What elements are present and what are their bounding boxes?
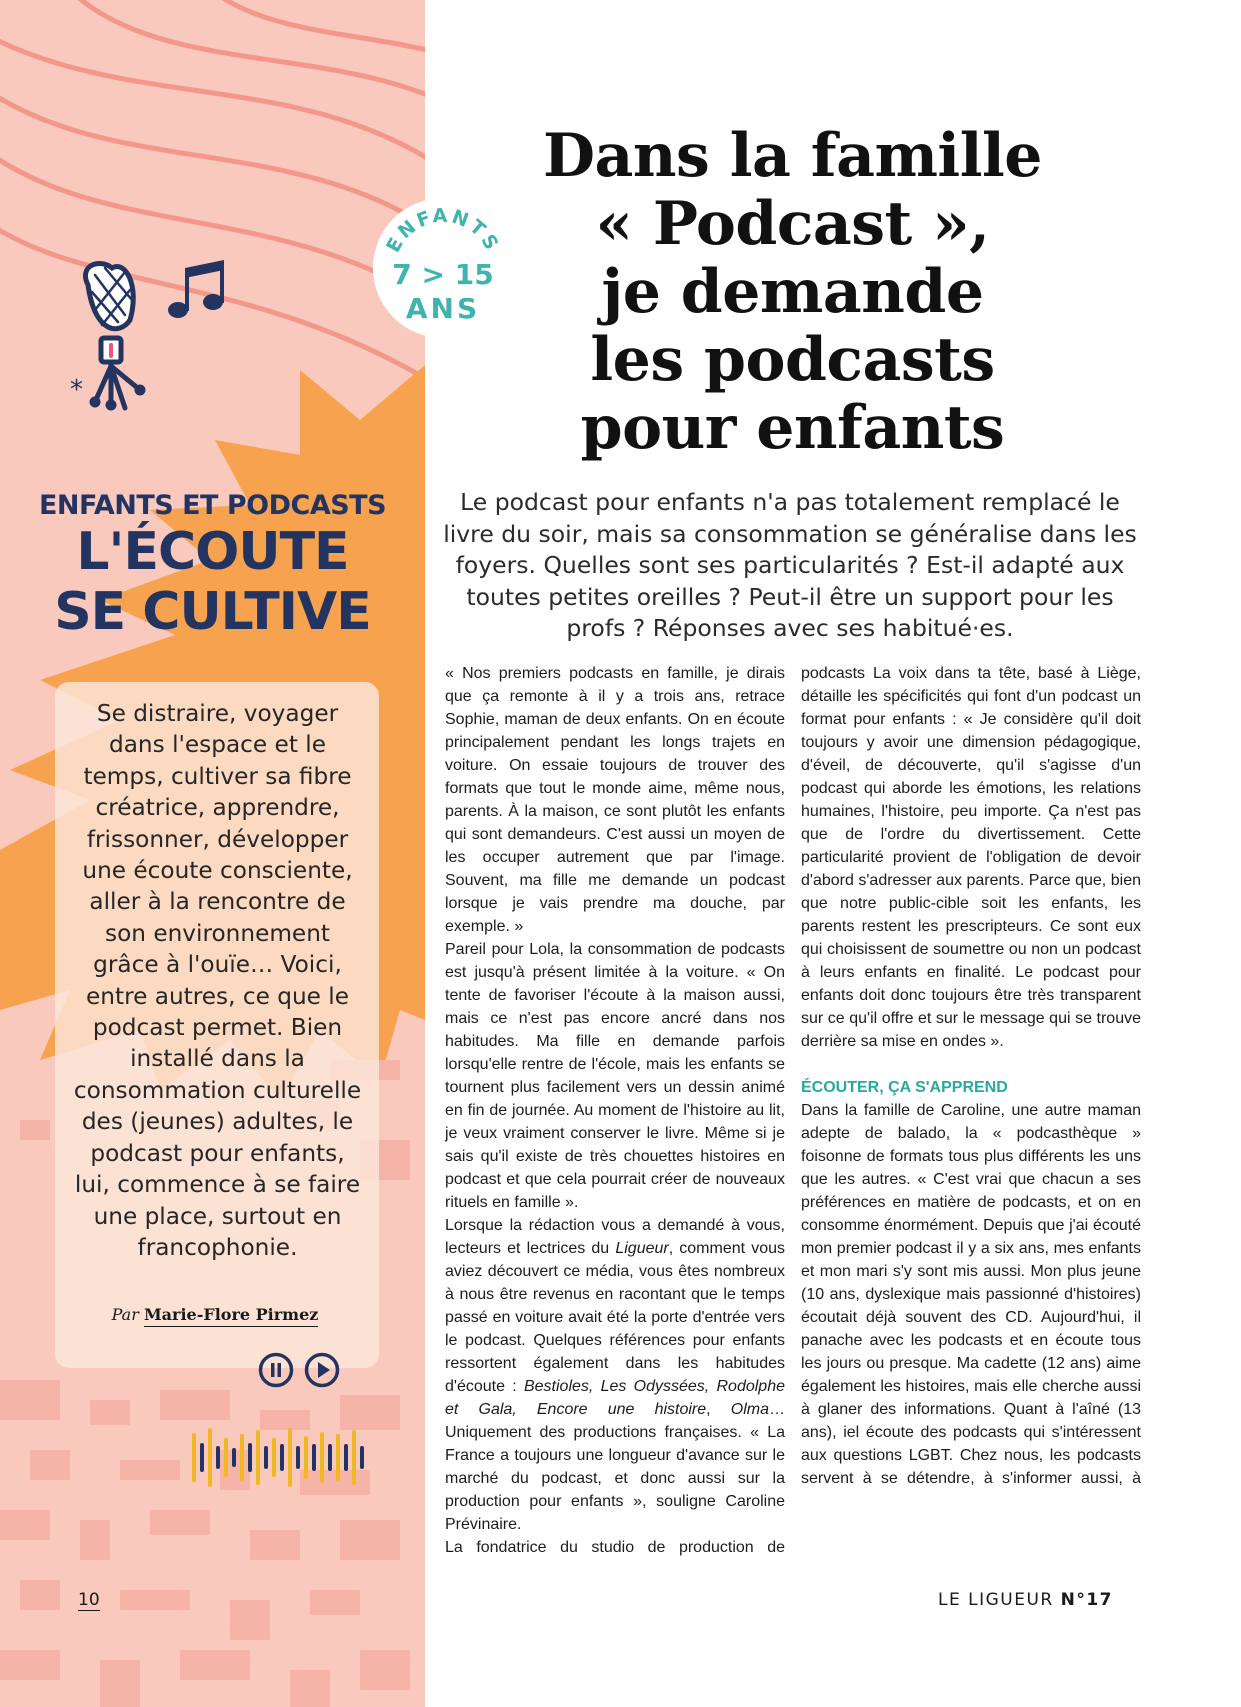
article-headline: [500, 122, 1085, 462]
issue-number: N°17: [1060, 1590, 1113, 1610]
headline-line3: je demande: [601, 257, 984, 327]
headline-line1: Dans la famille: [543, 121, 1042, 191]
sidebar-title-line1: L'ÉCOUTE: [76, 522, 349, 582]
sidebar-title-line2: SE CULTIVE: [54, 582, 371, 642]
paragraph: La fondatrice du studio de production de: [445, 1539, 785, 1556]
paragraph: Lorsque la rédaction vous a demandé à vous, lecteurs et lectrices du Ligueur, comment vous aviez découvert ce média, vous êtes nombreux à nous être revenus en racontant que le temps passé en voiture avait été la porte d'entrée vers le podcast. Quelques références pour enfants ressortent également dans les habitudes d'écoute : Bestioles, Les Odyssées, Rodolphe et Gala, Encore une histoire, Olma… Uniquement des productions françaises. « La France a toujours une longueur d'avance sur le marché du podcast, et donc aussi sur la production pour enfants », souligne Caroline Prévinaire.: [445, 1217, 786, 1533]
svg-text:ENFANTS: [382, 205, 503, 256]
article-lead: Le podcast pour enfants n'a pas totalement remplacé le livre du soir, mais sa consommation se généralise dans les foyers. Quelles sont ses particularités ? Est-il adapté aux toutes petites oreilles ? Peut-il être un support pour les profs ? Réponses avec ses habitué·es.: [443, 488, 1137, 642]
podcast-title: Olma: [730, 1401, 770, 1418]
paragraph: Pareil pour Lola, la consommation de podcasts est jusqu'à présent limitée à la voiture. « On tente de favoriser l'écoute à la maison aussi, mais ce n'est pas encore ancré dans nos habitudes. Ma fille en demande parfois lorsqu'elle rentre de l'école, mais les enfants se tournent plus facilement vers un dessin animé en fin de journée. Au moment de l'histoire au lit, je veux vraiment conserver le livre. Même si je sais qu'il existe de très chouettes histoires en podcast et que cela pourrait créer de nouveaux rituels en famille ».: [445, 941, 785, 1211]
magazine-footer: [938, 1590, 1113, 1610]
section-subhead: ÉCOUTER, ÇA S'APPREND: [801, 1079, 1008, 1096]
paragraph: podcasts La voix dans ta tête, basé à Liège, détaille les spécificités qui font d'un podcast un format pour enfants : « Je considère qu'il doit toujours y avoir une dimension pédagogique, d'éveil, de découverte, qu'il s'agisse d'un podcast qui aborde les émotions, les relations humaines, l'histoire, peu importe. Ça n'est pas que de l'ordre du divertissement. Cette particularité provient de l'obligation de devoir d'abord s'adresser aux parents. Parce que, bien que notre public-cible soit les enfants, les parents restent les prescripteurs. Ce sont eux qui choisissent de soumettre ou non un podcast à leurs enfants en finalité. Le podcast pour enfants doit donc toujours être très transparent sur ce qu'il offre et sur le message qui se trouve derrière sa mise en ondes ».: [801, 665, 1141, 1050]
sidebar-kicker: ENFANTS ET PODCASTS: [38, 490, 387, 521]
paragraph: « Nos premiers podcasts en famille, je dirais que ça remonte à il y a trois ans, retrace Sophie, maman de deux enfants. On en écoute principalement pendant les longs trajets en voiture. On essaie toujours de trouver des formats que tout le monde aime, même nous, parents. À la maison, ce sont plutôt les enfants qui sont demandeurs. C'est aussi un moyen de les occuper autrement que par l'image. Souvent, ma fille me demande un podcast lorsque je vais prendre ma douche, par exemple. »: [445, 665, 785, 935]
byline-prefix: Par: [111, 1305, 139, 1324]
page-number: 10: [78, 1590, 100, 1610]
age-badge-unit: ANS: [405, 292, 481, 325]
byline: [60, 1305, 370, 1324]
magazine-name: Ligueur: [615, 1240, 669, 1257]
microphone-icon: [85, 263, 143, 408]
age-badge-arc-text: ENFANTS: [382, 204, 504, 257]
intro-text: Se distraire, voyager dans l'espace et le temps, cultiver sa fibre créatrice, apprendre, frissonner, développer une écoute consciente, aller à la rencontre de son environnement grâce à l'ouïe… Voici, entre autres, ce que le podcast permet. Bien installé dans la consommation culturelle des (jeunes) adultes, le podcast pour enfants, lui, commence à se faire une place, surtout en francophonie.: [73, 700, 362, 1261]
magazine-title: LE LIGUEUR: [937, 1590, 1054, 1610]
audio-waveform-icon: [194, 1430, 362, 1485]
headline-line2: « Podcast »,: [595, 189, 990, 259]
headline-line4: les podcasts: [590, 325, 995, 395]
headline-line5: pour enfants: [580, 393, 1005, 463]
pause-icon[interactable]: [258, 1352, 294, 1388]
age-badge-range: 7 > 15: [392, 258, 494, 291]
podcast-titles: Bestioles, Les Odyssées, Rodolphe et Gala, Encore une histoire: [445, 1378, 786, 1418]
star-icon: *: [70, 375, 83, 405]
sidebar-title: [0, 522, 425, 642]
paragraph: Dans la famille de Caroline, une autre maman adepte de balado, la « podcasthèque » foisonne de formats tous plus différents les uns que les autres. « C'est vrai que chacun a ses préférences en matière de podcasts, et on en consomme énormément. Depuis que j'ai écouté mon premier podcast il y a six ans, mes enfants et mon mari s'y sont mis aussi. Mon plus jeune (10 ans, dyslexique mais passionné d'histoires) écoutait déjà souvent des CD. Aujourd'hui, il panache avec les podcasts et en écoute tous les jours ou presque. Ma cadette (12 ans) aime également les histoires, mais elle cherche aussi à glaner des informations. Quant à l'aîné (13 ans), iel écoute des podcasts qui s'intéressent aux questions LGBT. Chez nous, les podcasts servent à se détendre, à s'informer aussi, à: [801, 1102, 1141, 1487]
body-column-1: [445, 662, 785, 1559]
byline-author: Marie-Flore Pirmez: [144, 1305, 318, 1327]
body-column-2: [801, 662, 1141, 1490]
play-icon[interactable]: [304, 1352, 340, 1388]
